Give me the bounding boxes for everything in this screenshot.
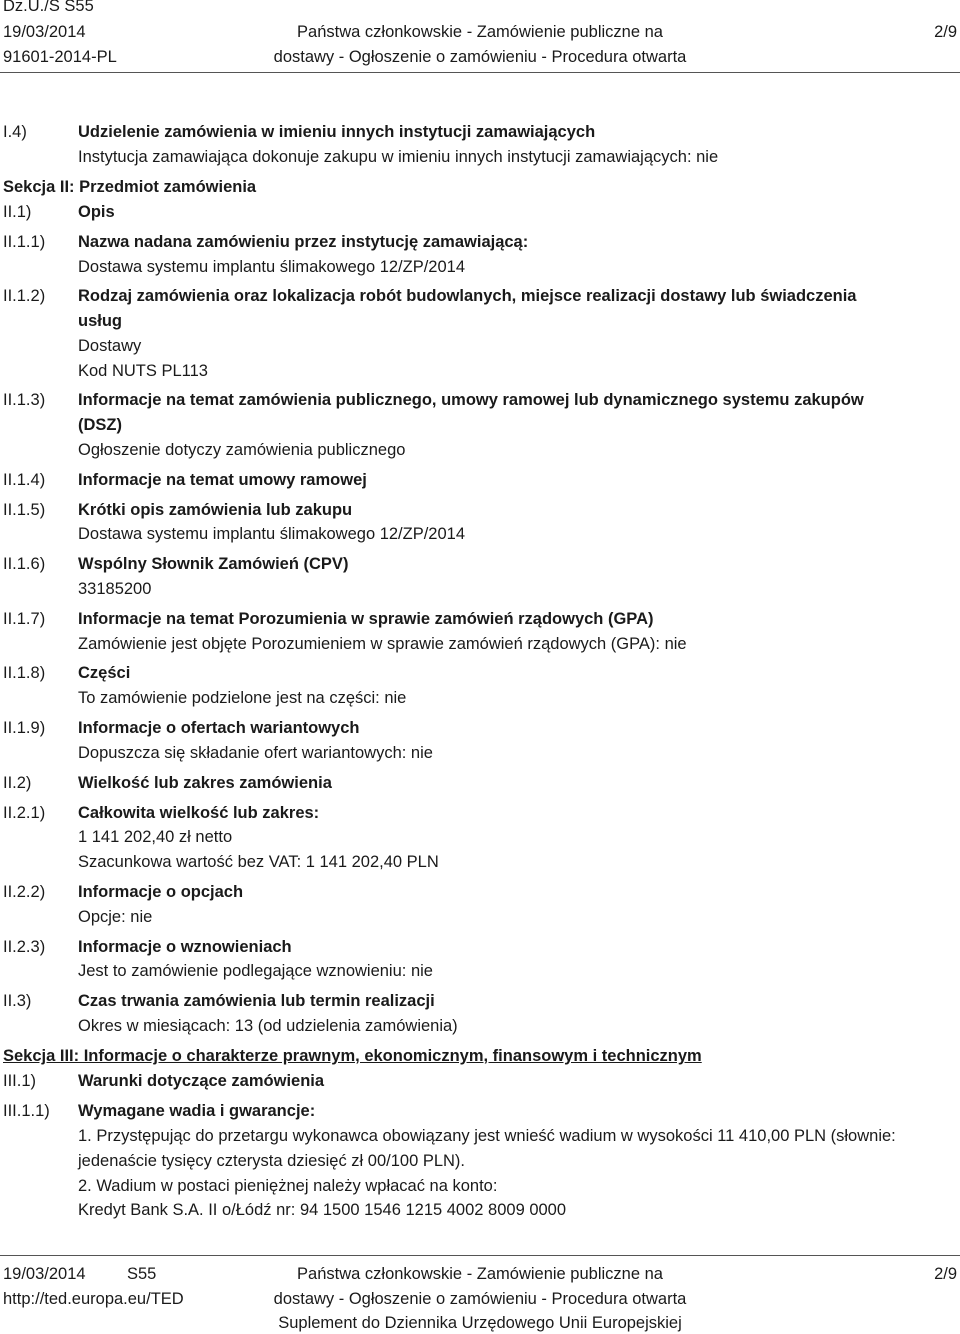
text-iii11-line3: 2. Wadium w postaci pieniężnej należy wpłacać na konto:: [78, 1177, 498, 1195]
text-ii22: Opcje: nie: [78, 908, 153, 926]
heading-ii3: Czas trwania zamówienia lub termin realizacji: [78, 992, 435, 1010]
text-iii11-line4: Kredyt Bank S.A. II o/Łódź nr: 94 1500 1546 1215 4002 8009 0000: [78, 1201, 567, 1219]
label-iii11: III.1.1): [3, 1102, 50, 1120]
text-ii23: Jest to zamówienie podlegające wznowieniu: nie: [78, 962, 433, 980]
section-iii-title: Sekcja III: Informacje o charakterze prawnym, ekonomicznym, finansowym i technicznym: [3, 1047, 702, 1065]
heading-ii14: Informacje na temat umowy ramowej: [78, 471, 367, 489]
header-title-line2: dostawy - Ogłoszenie o zamówieniu - Procedura otwarta: [273, 48, 687, 66]
header-doc-number: 91601-2014-PL: [3, 48, 117, 66]
heading-ii15: Krótki opis zamówienia lub zakupu: [78, 501, 353, 519]
heading-ii2: Wielkość lub zakres zamówienia: [78, 774, 332, 792]
header-page-number: 2/9: [934, 23, 957, 41]
label-ii3: II.3): [3, 992, 32, 1010]
label-ii21: II.2.1): [3, 804, 46, 822]
text-ii12-type: Dostawy: [78, 337, 142, 355]
text-ii15: Dostawa systemu implantu ślimakowego 12/ZP/2014: [78, 525, 466, 543]
label-ii16: II.1.6): [3, 555, 46, 573]
label-iii1: III.1): [3, 1072, 37, 1090]
heading-ii12-line2: usług: [78, 312, 122, 330]
heading-ii1: Opis: [78, 203, 115, 221]
header-divider: [0, 72, 960, 73]
label-ii12: II.1.2): [3, 287, 46, 305]
heading-ii18: Części: [78, 664, 131, 682]
heading-ii13-line1: Informacje na temat zamówienia publicznego, umowy ramowej lub dynamicznego systemu zakupów: [78, 391, 864, 409]
journal-ref: Dz.U./S S55: [3, 0, 94, 15]
footer-title-line2: dostawy - Ogłoszenie o zamówieniu - Procedura otwarta: [273, 1290, 687, 1308]
text-ii21-estimate: Szacunkowa wartość bez VAT: 1 141 202,40 PLN: [78, 853, 439, 871]
text-ii11: Dostawa systemu implantu ślimakowego 12/ZP/2014: [78, 258, 466, 276]
label-ii17: II.1.7): [3, 610, 46, 628]
heading-ii16: Wspólny Słownik Zamówień (CPV): [78, 555, 349, 573]
footer-series: S55: [127, 1265, 157, 1283]
header-date: 19/03/2014: [3, 23, 86, 41]
heading-ii17: Informacje na temat Porozumienia w sprawie zamówień rządowych (GPA): [78, 610, 654, 628]
text-ii3: Okres w miesiącach: 13 (od udzielenia zamówienia): [78, 1017, 458, 1035]
text-ii18: To zamówienie podzielone jest na części: nie: [78, 689, 407, 707]
heading-i4: Udzielenie zamówienia w imieniu innych instytucji zamawiających: [78, 123, 596, 141]
text-ii21-net: 1 141 202,40 zł netto: [78, 828, 233, 846]
footer-divider: [0, 1255, 960, 1256]
header-title-line1: Państwa członkowskie - Zamówienie publiczne na: [297, 23, 663, 41]
label-ii1: II.1): [3, 203, 32, 221]
label-ii14: II.1.4): [3, 471, 46, 489]
text-iii11-line1: 1. Przystępując do przetargu wykonawca obowiązany jest wnieść wadium w wysokości 11 410,00 PLN (słownie:: [78, 1127, 896, 1145]
footer-url-link[interactable]: http://ted.europa.eu/TED: [3, 1290, 184, 1308]
section-ii-title: Sekcja II: Przedmiot zamówienia: [3, 178, 257, 196]
heading-ii22: Informacje o opcjach: [78, 883, 244, 901]
heading-ii19: Informacje o ofertach wariantowych: [78, 719, 360, 737]
heading-ii11: Nazwa nadana zamówieniu przez instytucję zamawiającą:: [78, 233, 529, 251]
label-ii23: II.2.3): [3, 938, 46, 956]
label-ii15: II.1.5): [3, 501, 46, 519]
label-ii22: II.2.2): [3, 883, 46, 901]
heading-ii21: Całkowita wielkość lub zakres:: [78, 804, 320, 822]
text-ii12-nuts: Kod NUTS PL113: [78, 362, 208, 380]
label-ii11: II.1.1): [3, 233, 46, 251]
heading-ii12-line1: Rodzaj zamówienia oraz lokalizacja robót budowlanych, miejsce realizacji dostawy lub świadczenia: [78, 287, 857, 305]
footer-title-line3: Suplement do Dziennika Urzędowego Unii Europejskiej: [278, 1314, 682, 1332]
label-ii13: II.1.3): [3, 391, 46, 409]
heading-iii11: Wymagane wadia i gwarancje:: [78, 1102, 316, 1120]
text-ii17: Zamówienie jest objęte Porozumieniem w sprawie zamówień rządowych (GPA): nie: [78, 635, 687, 653]
text-i4: Instytucja zamawiająca dokonuje zakupu w imieniu innych instytucji zamawiających: nie: [78, 148, 719, 166]
label-ii18: II.1.8): [3, 664, 46, 682]
heading-ii13-line2: (DSZ): [78, 416, 122, 434]
label-i4: I.4): [3, 123, 27, 141]
label-ii2: II.2): [3, 774, 32, 792]
text-ii19: Dopuszcza się składanie ofert wariantowych: nie: [78, 744, 433, 762]
footer-title-line1: Państwa członkowskie - Zamówienie publiczne na: [297, 1265, 663, 1283]
text-iii11-line2: jedenaście tysięcy czterysta dziesięć zł 00/100 PLN).: [78, 1152, 466, 1170]
label-ii19: II.1.9): [3, 719, 46, 737]
text-ii13: Ogłoszenie dotyczy zamówienia publicznego: [78, 441, 406, 459]
text-ii16-cpv: 33185200: [78, 580, 152, 598]
footer-page-number: 2/9: [934, 1265, 957, 1283]
footer-date: 19/03/2014: [3, 1265, 86, 1283]
heading-iii1: Warunki dotyczące zamówienia: [78, 1072, 325, 1090]
heading-ii23: Informacje o wznowieniach: [78, 938, 292, 956]
